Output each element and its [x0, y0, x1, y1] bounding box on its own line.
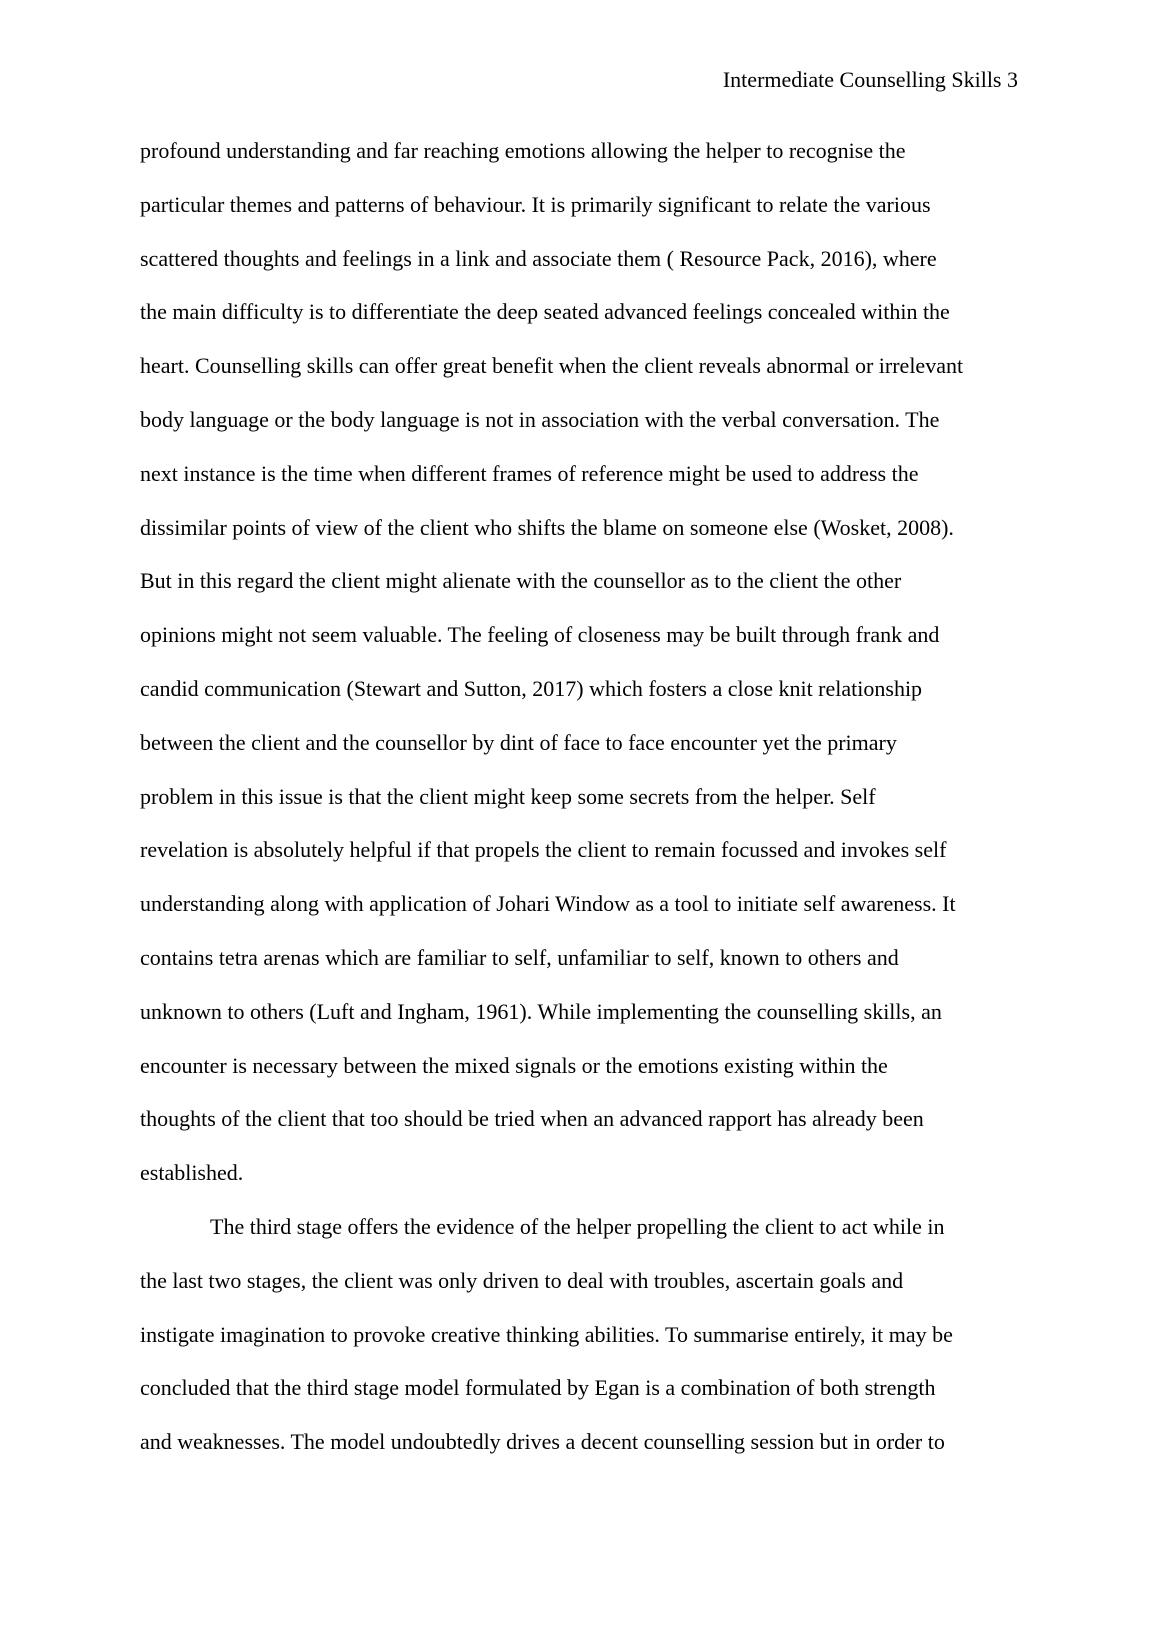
text-line: scattered thoughts and feelings in a link and associate them ( Resource Pack, 2016), where	[140, 245, 937, 271]
running-head: Intermediate Counselling Skills 3	[722, 67, 1018, 92]
text-line: thoughts of the client that too should be tried when an advanced rapport has already been	[140, 1106, 924, 1132]
text-line: body language or the body language is not in association with the verbal conversation. The	[140, 406, 940, 432]
text-line: understanding along with application of Johari Window as a tool to initiate self awareness. It	[140, 891, 956, 917]
text-line: concluded that the third stage model formulated by Egan is a combination of both strength	[140, 1375, 936, 1401]
text-line: between the client and the counsellor by dint of face to face encounter yet the primary	[140, 729, 897, 755]
text-line: contains tetra arenas which are familiar to self, unfamiliar to self, known to others and	[140, 944, 899, 970]
text-line: The third stage offers the evidence of the helper propelling the client to act while in	[210, 1213, 945, 1239]
text-line: established.	[140, 1160, 244, 1186]
text-line: candid communication (Stewart and Sutton, 2017) which fosters a close knit relationship	[140, 675, 923, 701]
text-line: opinions might not seem valuable. The feeling of closeness may be built through frank and	[140, 622, 940, 648]
text-line: dissimilar points of view of the client who shifts the blame on someone else (Wosket, 2008).	[140, 514, 954, 540]
text-line: the main difficulty is to differentiate the deep seated advanced feelings concealed within the	[140, 299, 950, 325]
text-line: problem in this issue is that the client might keep some secrets from the helper. Self	[140, 783, 876, 809]
text-line: particular themes and patterns of behaviour. It is primarily significant to relate the various	[140, 191, 931, 217]
text-line: the last two stages, the client was only driven to deal with troubles, ascertain goals and	[140, 1267, 904, 1293]
text-line: heart. Counselling skills can offer great benefit when the client reveals abnormal or irrelevant	[140, 353, 964, 379]
text-line: next instance is the time when different frames of reference might be used to address the	[140, 460, 919, 486]
text-line: unknown to others (Luft and Ingham, 1961). While implementing the counselling skills, an	[140, 998, 942, 1024]
paragraph-2	[140, 1211, 1020, 1480]
text-line: But in this regard the client might alienate with the counsellor as to the client the other	[140, 568, 902, 594]
text-line: encounter is necessary between the mixed signals or the emotions existing within the	[140, 1052, 888, 1078]
text-line: revelation is absolutely helpful if that propels the client to remain focussed and invokes self	[140, 837, 947, 863]
paragraph-1	[140, 135, 1020, 1211]
text-line: and weaknesses. The model undoubtedly drives a decent counselling session but in order to	[140, 1429, 945, 1455]
text-line: profound understanding and far reaching emotions allowing the helper to recognise the	[140, 138, 906, 163]
text-line: instigate imagination to provoke creative thinking abilities. To summarise entirely, it may be	[140, 1321, 953, 1347]
body-text	[140, 135, 1020, 1480]
